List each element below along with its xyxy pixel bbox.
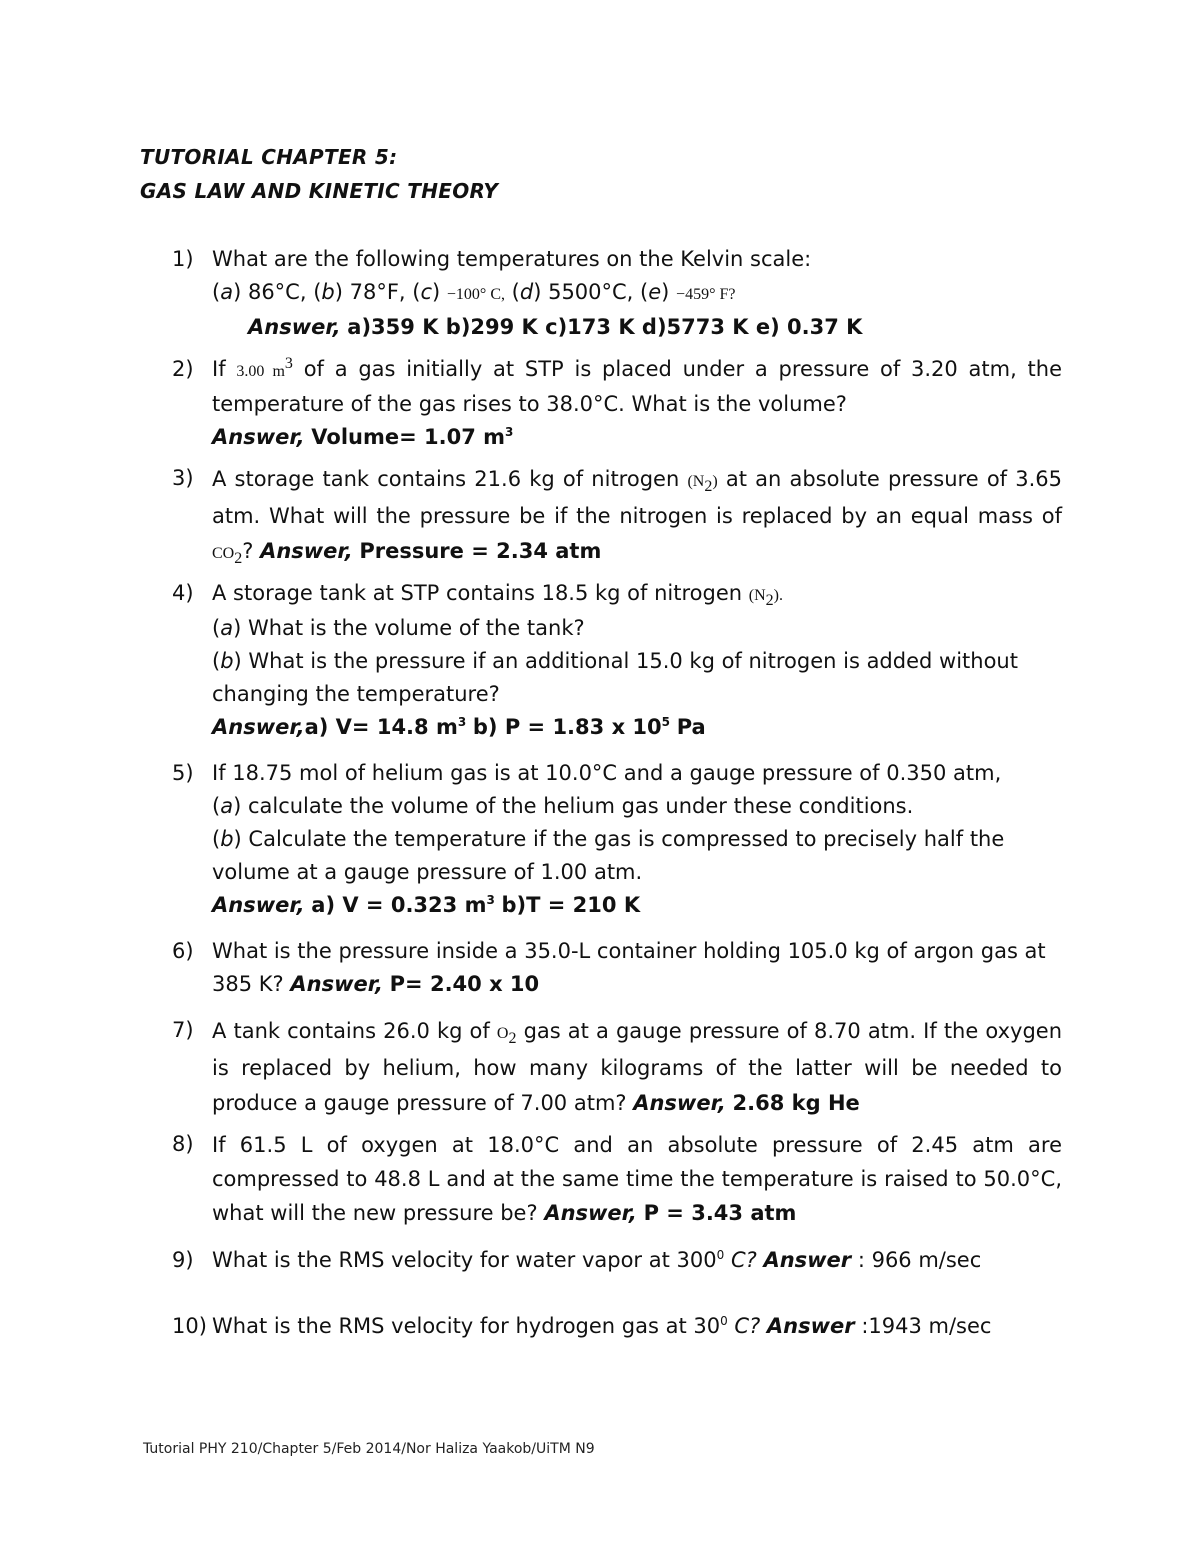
question-text: What is the RMS velocity for hydrogen gas at $30^0$ C? Answer :1943 m/sec	[212, 1314, 992, 1338]
question-number: 5)	[172, 761, 194, 785]
question-number: 2)	[172, 357, 194, 381]
question-number: 9)	[172, 1248, 194, 1272]
question-number: 10)	[172, 1314, 207, 1338]
answer: Answer,a) V= 14.8 $m^3$ b) P = 1.83 x $10^5$ Pa	[212, 715, 706, 739]
question-number: 4)	[172, 581, 194, 605]
question-5	[172, 757, 1062, 922]
question-text: If 61.5 L of oxygen at 18.0°C and an absolute pressure of 2.45 atm are compressed to 48.8 L and at the same time the temperature is raised to 50.0°C, what will the new pressure be? Answer, P = 3.43 atm	[212, 1133, 1062, 1225]
question-4	[172, 577, 1062, 744]
page-title-line1: TUTORIAL CHAPTER 5:	[140, 145, 398, 169]
question-3	[172, 462, 1062, 571]
question-number: 7)	[172, 1018, 194, 1042]
question-number: 6)	[172, 939, 194, 963]
page-title-line2: GAS LAW AND KINETIC THEORY	[140, 179, 499, 203]
question-part-b: (b) Calculate the temperature if the gas is compressed to precisely half the volume at a gauge pressure of 1.00 atm.	[212, 827, 1005, 884]
answer: Answer, a) V = 0.323 $m^3$ b)T = 210 K	[212, 893, 641, 917]
answer: Answer, a)359 K b)299 K c)173 K d)5773 K e) 0.37 K	[248, 315, 863, 339]
question-text: What is the pressure inside a 35.0-L container holding 105.0 kg of argon gas at 385 K? Answer, P= 2.40 x 10	[212, 939, 1046, 996]
question-number: 1)	[172, 247, 194, 271]
question-part-b: (b) What is the pressure if an additional 15.0 kg of nitrogen is added without changing the temperature?	[212, 649, 1018, 706]
question-text: A storage tank contains 21.6 kg of nitrogen $(N_2)$ at an absolute pressure of 3.65 atm. What will the pressure be if the nitrogen is replaced by an equal mass of $CO_2$? Answer, Pressure = 2.34 atm	[212, 467, 1062, 568]
page-footer: Tutorial PHY 210/Chapter 5/Feb 2014/Nor Haliza Yaakob/UiTM N9	[143, 1441, 595, 1457]
question-10	[172, 1310, 1062, 1343]
question-text: If 18.75 mol of helium gas is at 10.0°C and a gauge pressure of 0.350 atm,	[212, 761, 1002, 785]
question-part-a: (a) calculate the volume of the helium gas under these conditions.	[212, 794, 914, 818]
question-2	[172, 353, 1062, 454]
question-number: 8)	[172, 1132, 194, 1156]
question-number: 3)	[172, 466, 194, 490]
question-text: If 3.00 $m^3$ of a gas initially at STP is placed under a pressure of 3.20 atm, the temperature of the gas rises to 38.0°C. What is the volume?	[212, 355, 1062, 416]
question-text: What are the following temperatures on the Kelvin scale:	[212, 247, 812, 271]
question-part-a: (a) What is the volume of the tank?	[212, 616, 585, 640]
answer: Answer, Volume= 1.07 $m^3$	[212, 425, 514, 449]
question-6	[172, 935, 1062, 1001]
question-9	[172, 1244, 1062, 1277]
question-8	[172, 1128, 1062, 1230]
question-parts: (a) 86°C, (b) 78°F, (c) −100° C, (d) 5500°C, (e) −459° F?	[212, 280, 736, 304]
question-1	[172, 243, 1062, 344]
question-text: What is the RMS velocity for water vapor at $300^0$ C? Answer : 966 m/sec	[212, 1248, 982, 1272]
question-text: A tank contains 26.0 kg of $O_2$ gas at a gauge pressure of 8.70 atm. If the oxygen is replaced by helium, how many kilograms of the latter will be needed to produce a gauge pressure of 7.00 atm? Answer, 2.68 kg He	[212, 1019, 1062, 1115]
question-text: A storage tank at STP contains 18.5 kg of nitrogen $(N_2)$.	[212, 581, 783, 610]
question-7	[172, 1014, 1062, 1121]
